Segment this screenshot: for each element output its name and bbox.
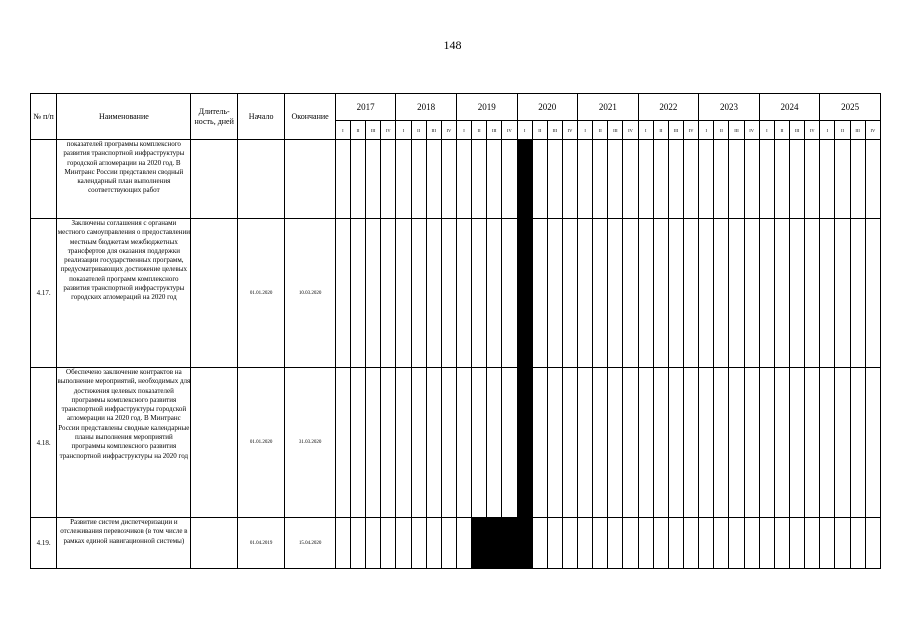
gantt-empty-cell [729, 140, 744, 219]
gantt-empty-cell [623, 368, 638, 518]
header-year-2025: 2025 [820, 94, 881, 121]
gantt-empty-cell [759, 368, 774, 518]
gantt-empty-cell [366, 219, 381, 368]
gantt-empty-cell [456, 219, 471, 368]
gantt-empty-cell [835, 219, 850, 368]
gantt-empty-cell [411, 518, 426, 569]
quarter-2021-IV: IV [623, 121, 638, 140]
gantt-empty-cell [441, 219, 456, 368]
gantt-empty-cell [396, 219, 411, 368]
row-duration [191, 518, 237, 569]
quarter-2017-I: I [335, 121, 350, 140]
gantt-empty-cell [744, 368, 759, 518]
row-number: 4.19. [31, 518, 57, 569]
gantt-empty-cell [699, 368, 714, 518]
quarter-2020-I: I [517, 121, 532, 140]
gantt-empty-cell [729, 219, 744, 368]
gantt-table [30, 93, 881, 569]
quarter-2025-III: III [850, 121, 865, 140]
header-year-2020: 2020 [517, 94, 578, 121]
header-year-2019: 2019 [456, 94, 517, 121]
gantt-empty-cell [759, 219, 774, 368]
row-number [31, 140, 57, 219]
header-year-2024: 2024 [759, 94, 820, 121]
quarter-2018-I: I [396, 121, 411, 140]
gantt-empty-cell [381, 368, 396, 518]
header-year-2021: 2021 [578, 94, 639, 121]
gantt-empty-cell [714, 219, 729, 368]
quarter-2023-I: I [699, 121, 714, 140]
gantt-empty-cell [335, 219, 350, 368]
quarter-2021-II: II [593, 121, 608, 140]
gantt-empty-cell [366, 140, 381, 219]
gantt-empty-cell [835, 140, 850, 219]
gantt-empty-cell [714, 140, 729, 219]
page-number: 148 [443, 38, 462, 52]
gantt-empty-cell [562, 518, 577, 569]
gantt-empty-cell [487, 368, 502, 518]
gantt-empty-cell [608, 518, 623, 569]
quarter-2023-III: III [729, 121, 744, 140]
gantt-empty-cell [744, 140, 759, 219]
gantt-empty-cell [547, 518, 562, 569]
gantt-empty-cell [699, 140, 714, 219]
quarter-2024-III: III [790, 121, 805, 140]
gantt-empty-cell [865, 518, 880, 569]
gantt-empty-cell [684, 140, 699, 219]
gantt-empty-cell [547, 368, 562, 518]
gantt-empty-cell [759, 140, 774, 219]
header-duration: Длитель-ность, дней [191, 94, 237, 140]
quarter-2017-II: II [350, 121, 365, 140]
gantt-empty-cell [820, 219, 835, 368]
quarter-2021-I: I [578, 121, 593, 140]
gantt-empty-cell [638, 219, 653, 368]
gantt-empty-cell [366, 368, 381, 518]
gantt-empty-cell [790, 219, 805, 368]
quarter-2019-III: III [487, 121, 502, 140]
gantt-empty-cell [638, 368, 653, 518]
quarter-2019-IV: IV [502, 121, 517, 140]
gantt-empty-cell [850, 368, 865, 518]
gantt-empty-cell [759, 518, 774, 569]
row-end-date [285, 140, 335, 219]
gantt-empty-cell [366, 518, 381, 569]
gantt-empty-cell [850, 518, 865, 569]
gantt-empty-cell [805, 368, 820, 518]
header-year-2018: 2018 [396, 94, 457, 121]
quarter-2022-I: I [638, 121, 653, 140]
gantt-empty-cell [411, 368, 426, 518]
quarter-2022-III: III [668, 121, 683, 140]
quarter-2024-II: II [774, 121, 789, 140]
gantt-empty-cell [608, 140, 623, 219]
gantt-empty-cell [790, 140, 805, 219]
row-start-date: 01.04.2019 [237, 518, 284, 569]
row-name: показателей программы комплексного развития транспортной инфраструктуры городской агломерации на 2020 год. В Минтранс России представлен сводный календарный план выполнения соответствующих работ [57, 140, 191, 219]
gantt-empty-cell [668, 219, 683, 368]
gantt-empty-cell [714, 518, 729, 569]
quarter-2020-IV: IV [562, 121, 577, 140]
gantt-empty-cell [426, 518, 441, 569]
gantt-empty-cell [532, 368, 547, 518]
gantt-empty-cell [547, 140, 562, 219]
quarter-2020-III: III [547, 121, 562, 140]
gantt-empty-cell [411, 140, 426, 219]
gantt-empty-cell [774, 518, 789, 569]
gantt-empty-cell [729, 518, 744, 569]
row-start-date: 01.01.2020 [237, 368, 284, 518]
gantt-empty-cell [350, 140, 365, 219]
gantt-empty-cell [653, 140, 668, 219]
quarter-2021-III: III [608, 121, 623, 140]
gantt-empty-cell [456, 140, 471, 219]
gantt-empty-cell [441, 518, 456, 569]
gantt-empty-cell [805, 219, 820, 368]
row-start-date: 01.01.2020 [237, 219, 284, 368]
gantt-empty-cell [865, 219, 880, 368]
gantt-empty-cell [502, 140, 517, 219]
quarter-2019-II: II [472, 121, 487, 140]
quarter-2023-II: II [714, 121, 729, 140]
table-row [31, 219, 881, 368]
row-duration [191, 368, 237, 518]
row-number: 4.18. [31, 368, 57, 518]
gantt-empty-cell [578, 518, 593, 569]
gantt-empty-cell [472, 368, 487, 518]
header-start: Начало [237, 94, 284, 140]
gantt-empty-cell [547, 219, 562, 368]
gantt-bar-cell [517, 140, 532, 219]
gantt-empty-cell [865, 368, 880, 518]
gantt-empty-cell [668, 140, 683, 219]
quarter-2025-I: I [820, 121, 835, 140]
row-end-date: 15.04.2020 [285, 518, 335, 569]
gantt-empty-cell [744, 518, 759, 569]
gantt-empty-cell [865, 140, 880, 219]
quarter-2018-III: III [426, 121, 441, 140]
gantt-empty-cell [820, 518, 835, 569]
quarter-2019-I: I [456, 121, 471, 140]
gantt-empty-cell [532, 518, 547, 569]
gantt-empty-cell [396, 368, 411, 518]
gantt-empty-cell [456, 518, 471, 569]
header-year-2017: 2017 [335, 94, 396, 121]
gantt-empty-cell [653, 518, 668, 569]
gantt-empty-cell [820, 368, 835, 518]
gantt-empty-cell [593, 140, 608, 219]
quarter-2025-II: II [835, 121, 850, 140]
gantt-empty-cell [381, 219, 396, 368]
gantt-empty-cell [562, 219, 577, 368]
gantt-empty-cell [608, 219, 623, 368]
gantt-empty-cell [335, 368, 350, 518]
gantt-empty-cell [668, 368, 683, 518]
gantt-empty-cell [684, 368, 699, 518]
gantt-empty-cell [653, 368, 668, 518]
row-number: 4.17. [31, 219, 57, 368]
gantt-empty-cell [426, 368, 441, 518]
gantt-empty-cell [472, 140, 487, 219]
gantt-empty-cell [426, 219, 441, 368]
row-start-date [237, 140, 284, 219]
gantt-empty-cell [835, 518, 850, 569]
row-duration [191, 140, 237, 219]
gantt-empty-cell [335, 518, 350, 569]
gantt-empty-cell [805, 140, 820, 219]
gantt-empty-cell [350, 219, 365, 368]
gantt-bar-cell [517, 219, 532, 368]
gantt-empty-cell [714, 368, 729, 518]
gantt-empty-cell [699, 219, 714, 368]
gantt-empty-cell [502, 368, 517, 518]
gantt-empty-cell [578, 368, 593, 518]
gantt-empty-cell [532, 140, 547, 219]
gantt-bar-cell [487, 518, 502, 569]
gantt-empty-cell [396, 518, 411, 569]
quarter-2018-II: II [411, 121, 426, 140]
gantt-bar-cell [517, 368, 532, 518]
row-name: Заключены соглашения с органами местного самоуправления о предоставлении местным бюджетам межбюджетных трансфертов для оказания поддержки реализации государственных программ, предусматривающих достижение целевых показателей программ комплексного развития транспортной инфраструктуры городских агломераций на 2020 год [57, 219, 191, 368]
gantt-empty-cell [835, 368, 850, 518]
quarter-2023-IV: IV [744, 121, 759, 140]
gantt-empty-cell [668, 518, 683, 569]
header-year-2023: 2023 [699, 94, 760, 121]
header-year-2022: 2022 [638, 94, 699, 121]
header-name: Наименование [57, 94, 191, 140]
row-duration [191, 219, 237, 368]
gantt-empty-cell [456, 368, 471, 518]
gantt-empty-cell [699, 518, 714, 569]
gantt-empty-cell [623, 518, 638, 569]
quarter-2024-IV: IV [805, 121, 820, 140]
row-end-date: 31.03.2020 [285, 368, 335, 518]
gantt-empty-cell [578, 140, 593, 219]
gantt-empty-cell [623, 219, 638, 368]
gantt-empty-cell [562, 368, 577, 518]
gantt-empty-cell [578, 219, 593, 368]
gantt-empty-cell [820, 140, 835, 219]
gantt-empty-cell [850, 140, 865, 219]
gantt-empty-cell [472, 219, 487, 368]
gantt-empty-cell [426, 140, 441, 219]
quarter-2017-III: III [366, 121, 381, 140]
row-name: Обеспечено заключение контрактов на выполнение мероприятий, необходимых для достижения целевых показателей программы комплексного развития транспортной инфраструктуры городской агломерации на 2020 год. В Минтранс России представлены сводные календарные планы выполнения мероприятий программы комплексного развития транспортной инфраструктуры на 2020 год [57, 368, 191, 518]
gantt-empty-cell [593, 518, 608, 569]
gantt-empty-cell [638, 518, 653, 569]
row-name: Развитие систем диспетчеризации и отслеживания перевозчиков (в том числе в рамках единой навигационной системы) [57, 518, 191, 569]
gantt-empty-cell [411, 219, 426, 368]
gantt-empty-cell [638, 140, 653, 219]
gantt-empty-cell [532, 219, 547, 368]
gantt-empty-cell [335, 140, 350, 219]
gantt-empty-cell [623, 140, 638, 219]
gantt-bar-cell [502, 518, 517, 569]
gantt-bar-cell [517, 518, 532, 569]
quarter-2020-II: II [532, 121, 547, 140]
gantt-empty-cell [653, 219, 668, 368]
quarter-2017-IV: IV [381, 121, 396, 140]
gantt-empty-cell [790, 368, 805, 518]
gantt-empty-cell [562, 140, 577, 219]
table-row [31, 368, 881, 518]
gantt-empty-cell [441, 140, 456, 219]
gantt-empty-cell [381, 140, 396, 219]
quarter-2025-IV: IV [865, 121, 880, 140]
gantt-empty-cell [487, 140, 502, 219]
row-end-date: 10.03.2020 [285, 219, 335, 368]
gantt-empty-cell [593, 219, 608, 368]
gantt-bar-cell [472, 518, 487, 569]
gantt-empty-cell [790, 518, 805, 569]
gantt-empty-cell [744, 219, 759, 368]
gantt-empty-cell [774, 368, 789, 518]
gantt-empty-cell [441, 368, 456, 518]
gantt-empty-cell [684, 518, 699, 569]
table-row [31, 140, 881, 219]
gantt-empty-cell [608, 368, 623, 518]
gantt-empty-cell [381, 518, 396, 569]
quarter-2022-II: II [653, 121, 668, 140]
gantt-empty-cell [487, 219, 502, 368]
gantt-empty-cell [684, 219, 699, 368]
gantt-empty-cell [774, 140, 789, 219]
header-num: № п/п [31, 94, 57, 140]
quarter-2018-IV: IV [441, 121, 456, 140]
quarter-2022-IV: IV [684, 121, 699, 140]
gantt-empty-cell [350, 368, 365, 518]
gantt-empty-cell [729, 368, 744, 518]
table-row [31, 518, 881, 569]
gantt-empty-cell [593, 368, 608, 518]
gantt-empty-cell [805, 518, 820, 569]
gantt-empty-cell [502, 219, 517, 368]
gantt-empty-cell [350, 518, 365, 569]
gantt-empty-cell [774, 219, 789, 368]
header-end: Окончание [285, 94, 335, 140]
quarter-2024-I: I [759, 121, 774, 140]
gantt-empty-cell [396, 140, 411, 219]
gantt-empty-cell [850, 219, 865, 368]
